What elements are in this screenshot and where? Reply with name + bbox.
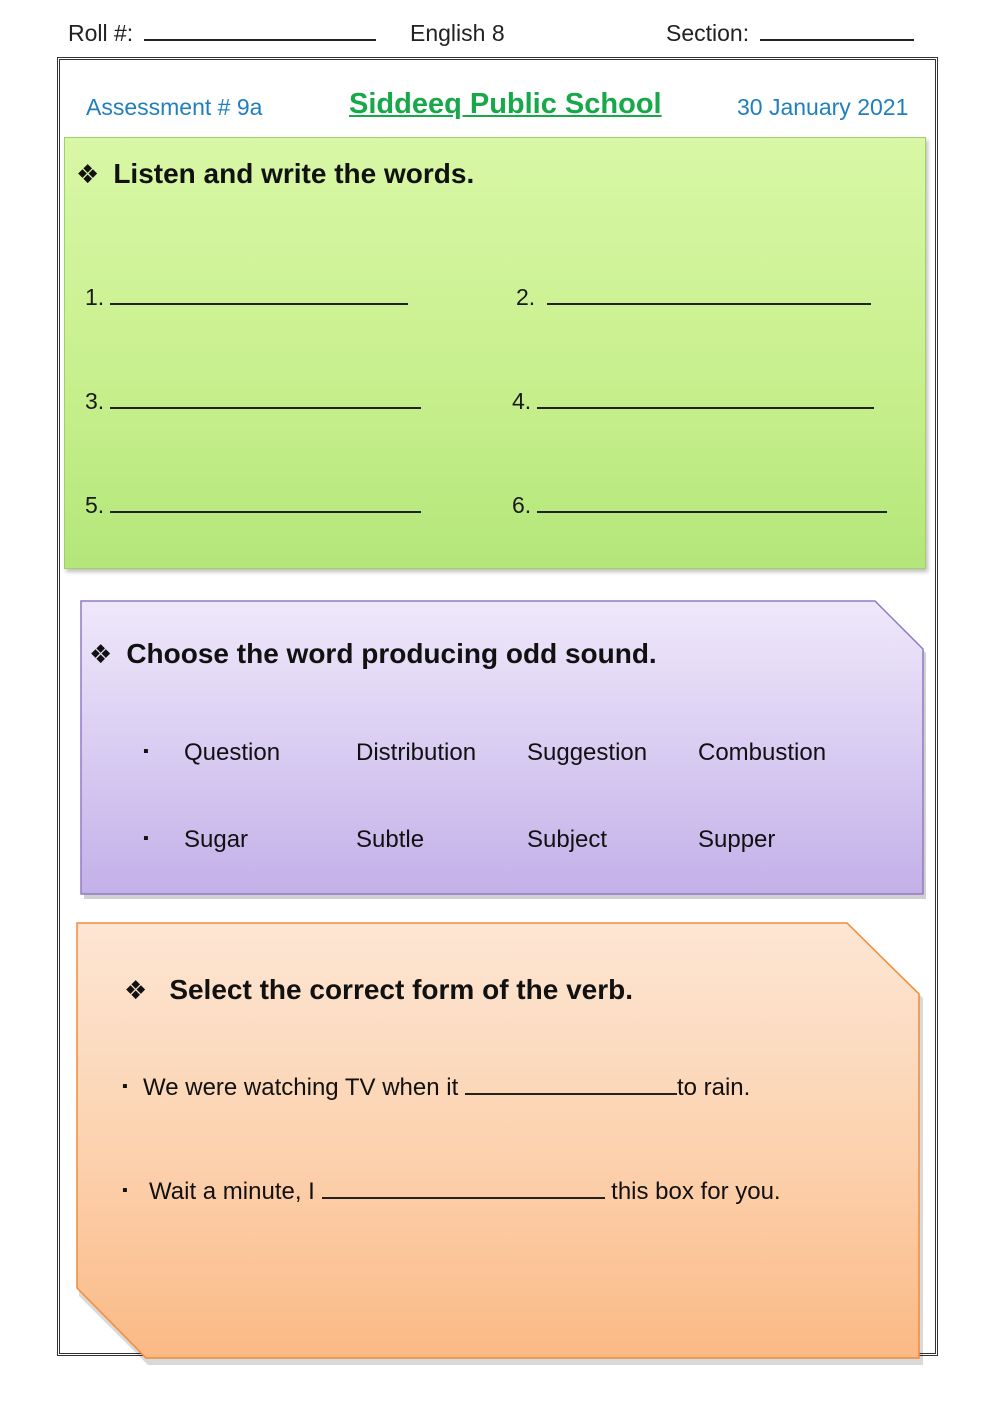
answer-line-6[interactable]: [512, 492, 887, 519]
word-option[interactable]: Distribution: [356, 739, 477, 766]
answer-blank[interactable]: [547, 289, 871, 305]
listen-section-heading: [76, 158, 474, 190]
sentence-text-after: to rain.: [676, 1074, 751, 1101]
listen-section-title: Listen and write the words.: [113, 158, 475, 189]
diamond-bullet-icon: ❖: [76, 159, 100, 189]
word-option[interactable]: Sugar: [184, 826, 249, 853]
answer-line-4[interactable]: [512, 388, 874, 415]
answer-number: 5.: [85, 492, 105, 518]
answer-line-3[interactable]: [85, 388, 421, 415]
diamond-bullet-icon: ❖: [89, 639, 113, 669]
square-bullet-icon: ▪: [122, 1078, 128, 1095]
answer-number: 1.: [85, 284, 105, 310]
answer-number: 3.: [85, 388, 105, 414]
roll-number-field[interactable]: [68, 20, 376, 47]
verb-form-heading: [124, 974, 633, 1006]
section-field[interactable]: [666, 20, 914, 47]
word-option[interactable]: Suggestion: [527, 739, 648, 766]
answer-number: 6.: [512, 492, 532, 518]
answer-blank[interactable]: [110, 393, 421, 409]
verb-blank[interactable]: [322, 1183, 605, 1199]
odd-sound-heading: [89, 638, 657, 670]
sentence-text-after: this box for you.: [604, 1178, 781, 1205]
answer-line-1[interactable]: [85, 284, 408, 311]
answer-blank[interactable]: [537, 393, 874, 409]
section-label: Section:: [666, 20, 750, 46]
answer-line-5[interactable]: [85, 492, 421, 519]
assessment-date: 30 January 2021: [737, 94, 909, 120]
sentence-2: [149, 1178, 781, 1206]
square-bullet-icon: ▪: [143, 830, 149, 847]
sentence-text-before: Wait a minute, I: [149, 1178, 322, 1205]
sentence-text-before: We were watching TV when it: [143, 1074, 465, 1101]
word-option[interactable]: Supper: [698, 826, 776, 853]
word-option[interactable]: Subtle: [356, 826, 425, 853]
verb-form-title: Select the correct form of the verb.: [169, 974, 633, 1005]
answer-line-2[interactable]: [516, 284, 871, 311]
assessment-label: Assessment # 9a: [86, 94, 263, 120]
square-bullet-icon: ▪: [122, 1182, 128, 1199]
answer-blank[interactable]: [110, 289, 408, 305]
sentence-1: [143, 1074, 750, 1102]
roll-number-blank[interactable]: [144, 25, 376, 41]
answer-blank[interactable]: [110, 497, 421, 513]
answer-number: 2.: [516, 284, 536, 310]
subject-label: English 8: [410, 20, 505, 46]
verb-blank[interactable]: [465, 1079, 677, 1095]
answer-number: 4.: [512, 388, 532, 414]
school-name: Siddeeq Public School: [349, 88, 662, 120]
word-option[interactable]: Question: [184, 739, 281, 766]
word-option[interactable]: Combustion: [698, 739, 827, 766]
section-blank[interactable]: [760, 25, 914, 41]
word-option[interactable]: Subject: [527, 826, 608, 853]
diamond-bullet-icon: ❖: [124, 975, 148, 1005]
square-bullet-icon: ▪: [143, 743, 149, 760]
answer-blank[interactable]: [537, 497, 887, 513]
odd-sound-title: Choose the word producing odd sound.: [126, 638, 657, 669]
roll-number-label: Roll #:: [68, 20, 134, 46]
